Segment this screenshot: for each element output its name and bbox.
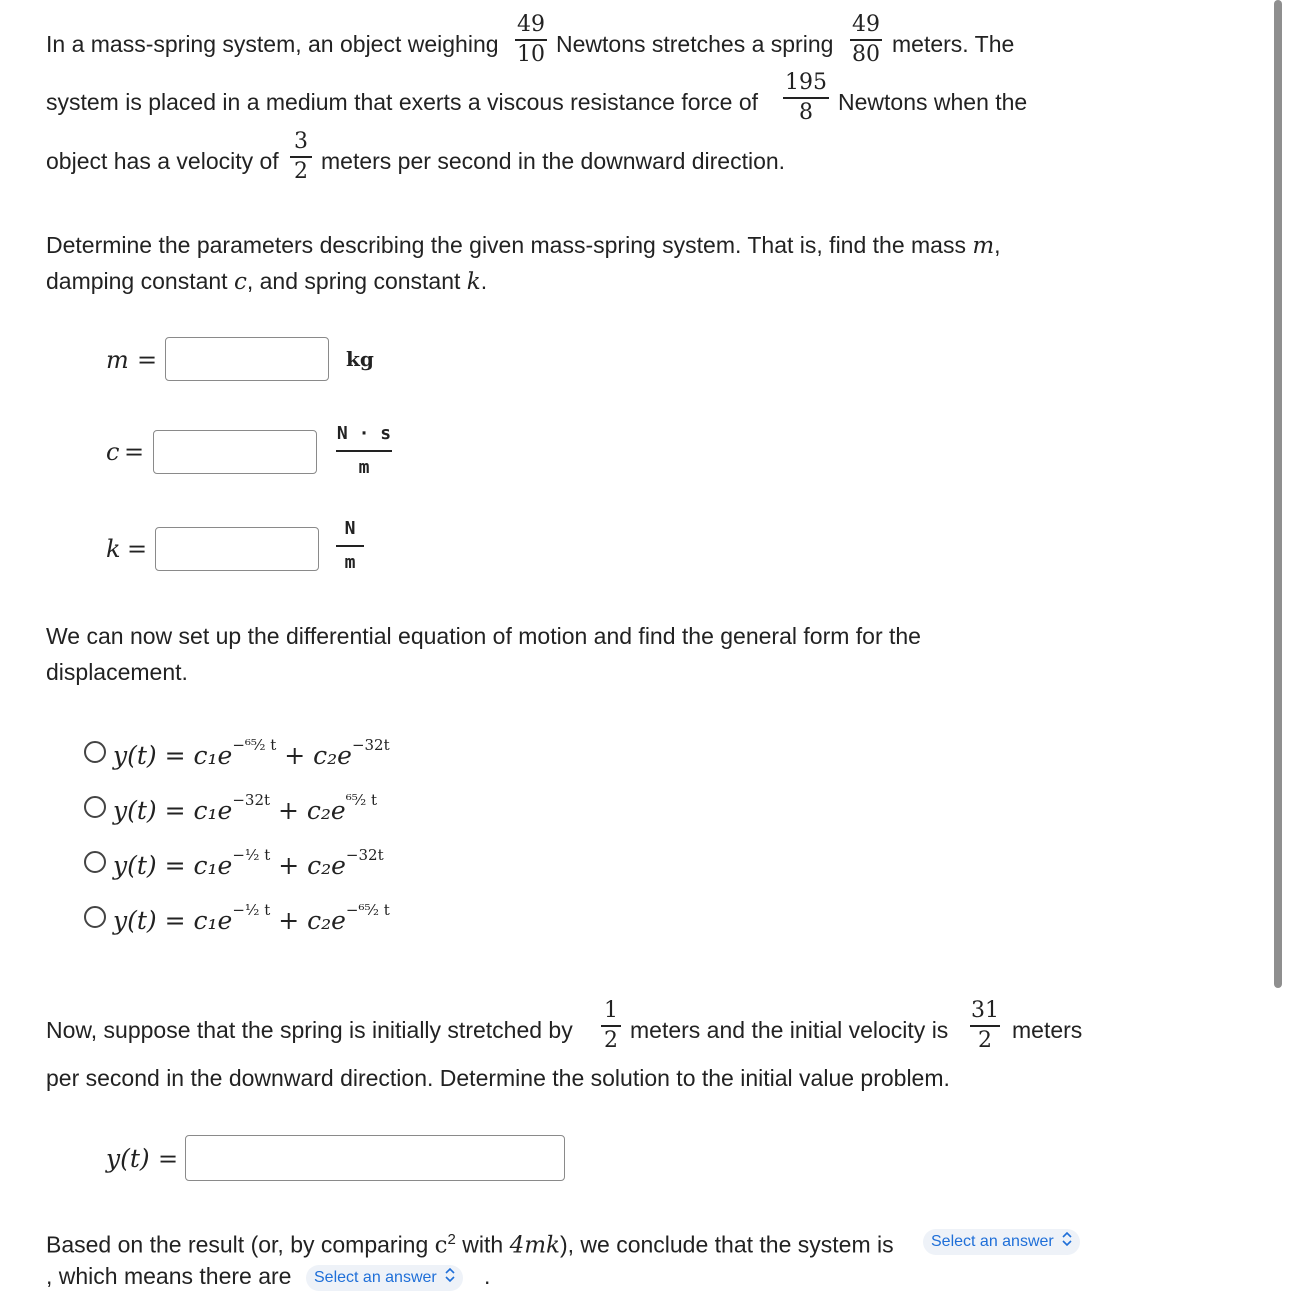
problem-text-1b: Newtons stretches a spring [556,31,834,57]
c-label: c [106,438,120,466]
option-1-radio[interactable] [84,741,106,763]
velocity-fraction [290,129,312,185]
stretch-numerator: 49 [852,12,880,37]
k-label: k [106,535,121,563]
roots-type-select[interactable]: Select an answer [306,1265,463,1291]
m-equals: = [137,346,158,374]
option-4-radio[interactable] [84,906,106,928]
initial-displacement-fraction: 1 2 [601,998,621,1054]
stretch-fraction [850,12,882,68]
y-label: y(t) [106,1144,150,1173]
part1-line2: damping constant c, and spring constant k. [46,268,488,295]
weight-numerator: 49 [517,12,545,37]
updown-chevron-icon [445,1265,455,1291]
part3-text-c: meters [1012,1017,1083,1043]
part3-text-b: meters and the initial velocity is [630,1017,949,1043]
initial-velocity-fraction: 31 2 [971,998,999,1053]
option-3-label[interactable]: $y(t) = c_1e^{-^1⁄_2 t} + c_2e^{-32t}$ [113,846,384,880]
part2-line1: We can now set up the differential equation of motion and find the general form for the [46,623,921,649]
part4-line1: Based on the result (or, by comparing $c^2$ with 4mk), we conclude that the system is [46,1231,894,1259]
velocity-denominator: 2 [294,158,308,184]
part4-period: . [484,1263,491,1289]
solution-input[interactable] [185,1135,565,1181]
part2-line2: displacement. [46,659,188,685]
damping-unit: N · s m [336,423,392,478]
y-equals: = [158,1145,179,1173]
mass-unit: kg [346,347,374,371]
m-label: m [106,346,129,374]
force-denominator: 8 [799,99,813,125]
option-3-radio[interactable] [84,851,106,873]
option-4-label[interactable]: $y(t) = c_1e^{-^1⁄_2 t} + c_2e^{-^{65}⁄_2 t}$ [113,901,390,935]
weight-denominator: 10 [517,41,545,67]
spring-constant-input[interactable] [155,527,319,571]
problem-text-2b: Newtons when the [838,89,1028,115]
c-equals: = [124,438,145,466]
force-fraction [783,70,829,126]
problem-text-1a: In a mass-spring system, an object weighing [46,31,499,57]
force-numerator: 195 [785,70,827,95]
damping-input[interactable] [153,430,317,474]
k-equals: = [127,535,148,563]
part4-line2: , which means there are [46,1263,292,1289]
problem-text-2a: system is placed in a medium that exerts a viscous resistance force of [46,89,759,115]
problem-text-3a: object has a velocity of [46,148,279,174]
velocity-numerator: 3 [294,129,308,154]
mass-input[interactable] [165,337,329,381]
updown-chevron-icon [1062,1229,1072,1255]
option-2-radio[interactable] [84,796,106,818]
system-type-select[interactable]: Select an answer [923,1229,1080,1255]
problem-text-1c: meters. The [892,31,1015,57]
spring-constant-unit: N m [336,518,364,574]
part1-line1: Determine the parameters describing the given mass-spring system. That is, find the mass m, [46,232,1001,259]
option-1-label[interactable]: $y(t) = c_1e^{-^{65}⁄_2 t} + c_2e^{-32t}$ [113,736,390,770]
weight-fraction [515,12,547,68]
problem-text-3b: meters per second in the downward direction. [321,148,786,174]
stretch-denominator: 80 [852,41,880,67]
option-2-label[interactable]: $y(t) = c_1e^{-32t} + c_2e^{^{65}⁄_2 t}$ [113,791,378,825]
vertical-scrollbar[interactable] [1274,0,1282,988]
part3-text-a: Now, suppose that the spring is initially stretched by [46,1017,573,1043]
part3-line2: per second in the downward direction. Determine the solution to the initial value problem. [46,1065,950,1091]
